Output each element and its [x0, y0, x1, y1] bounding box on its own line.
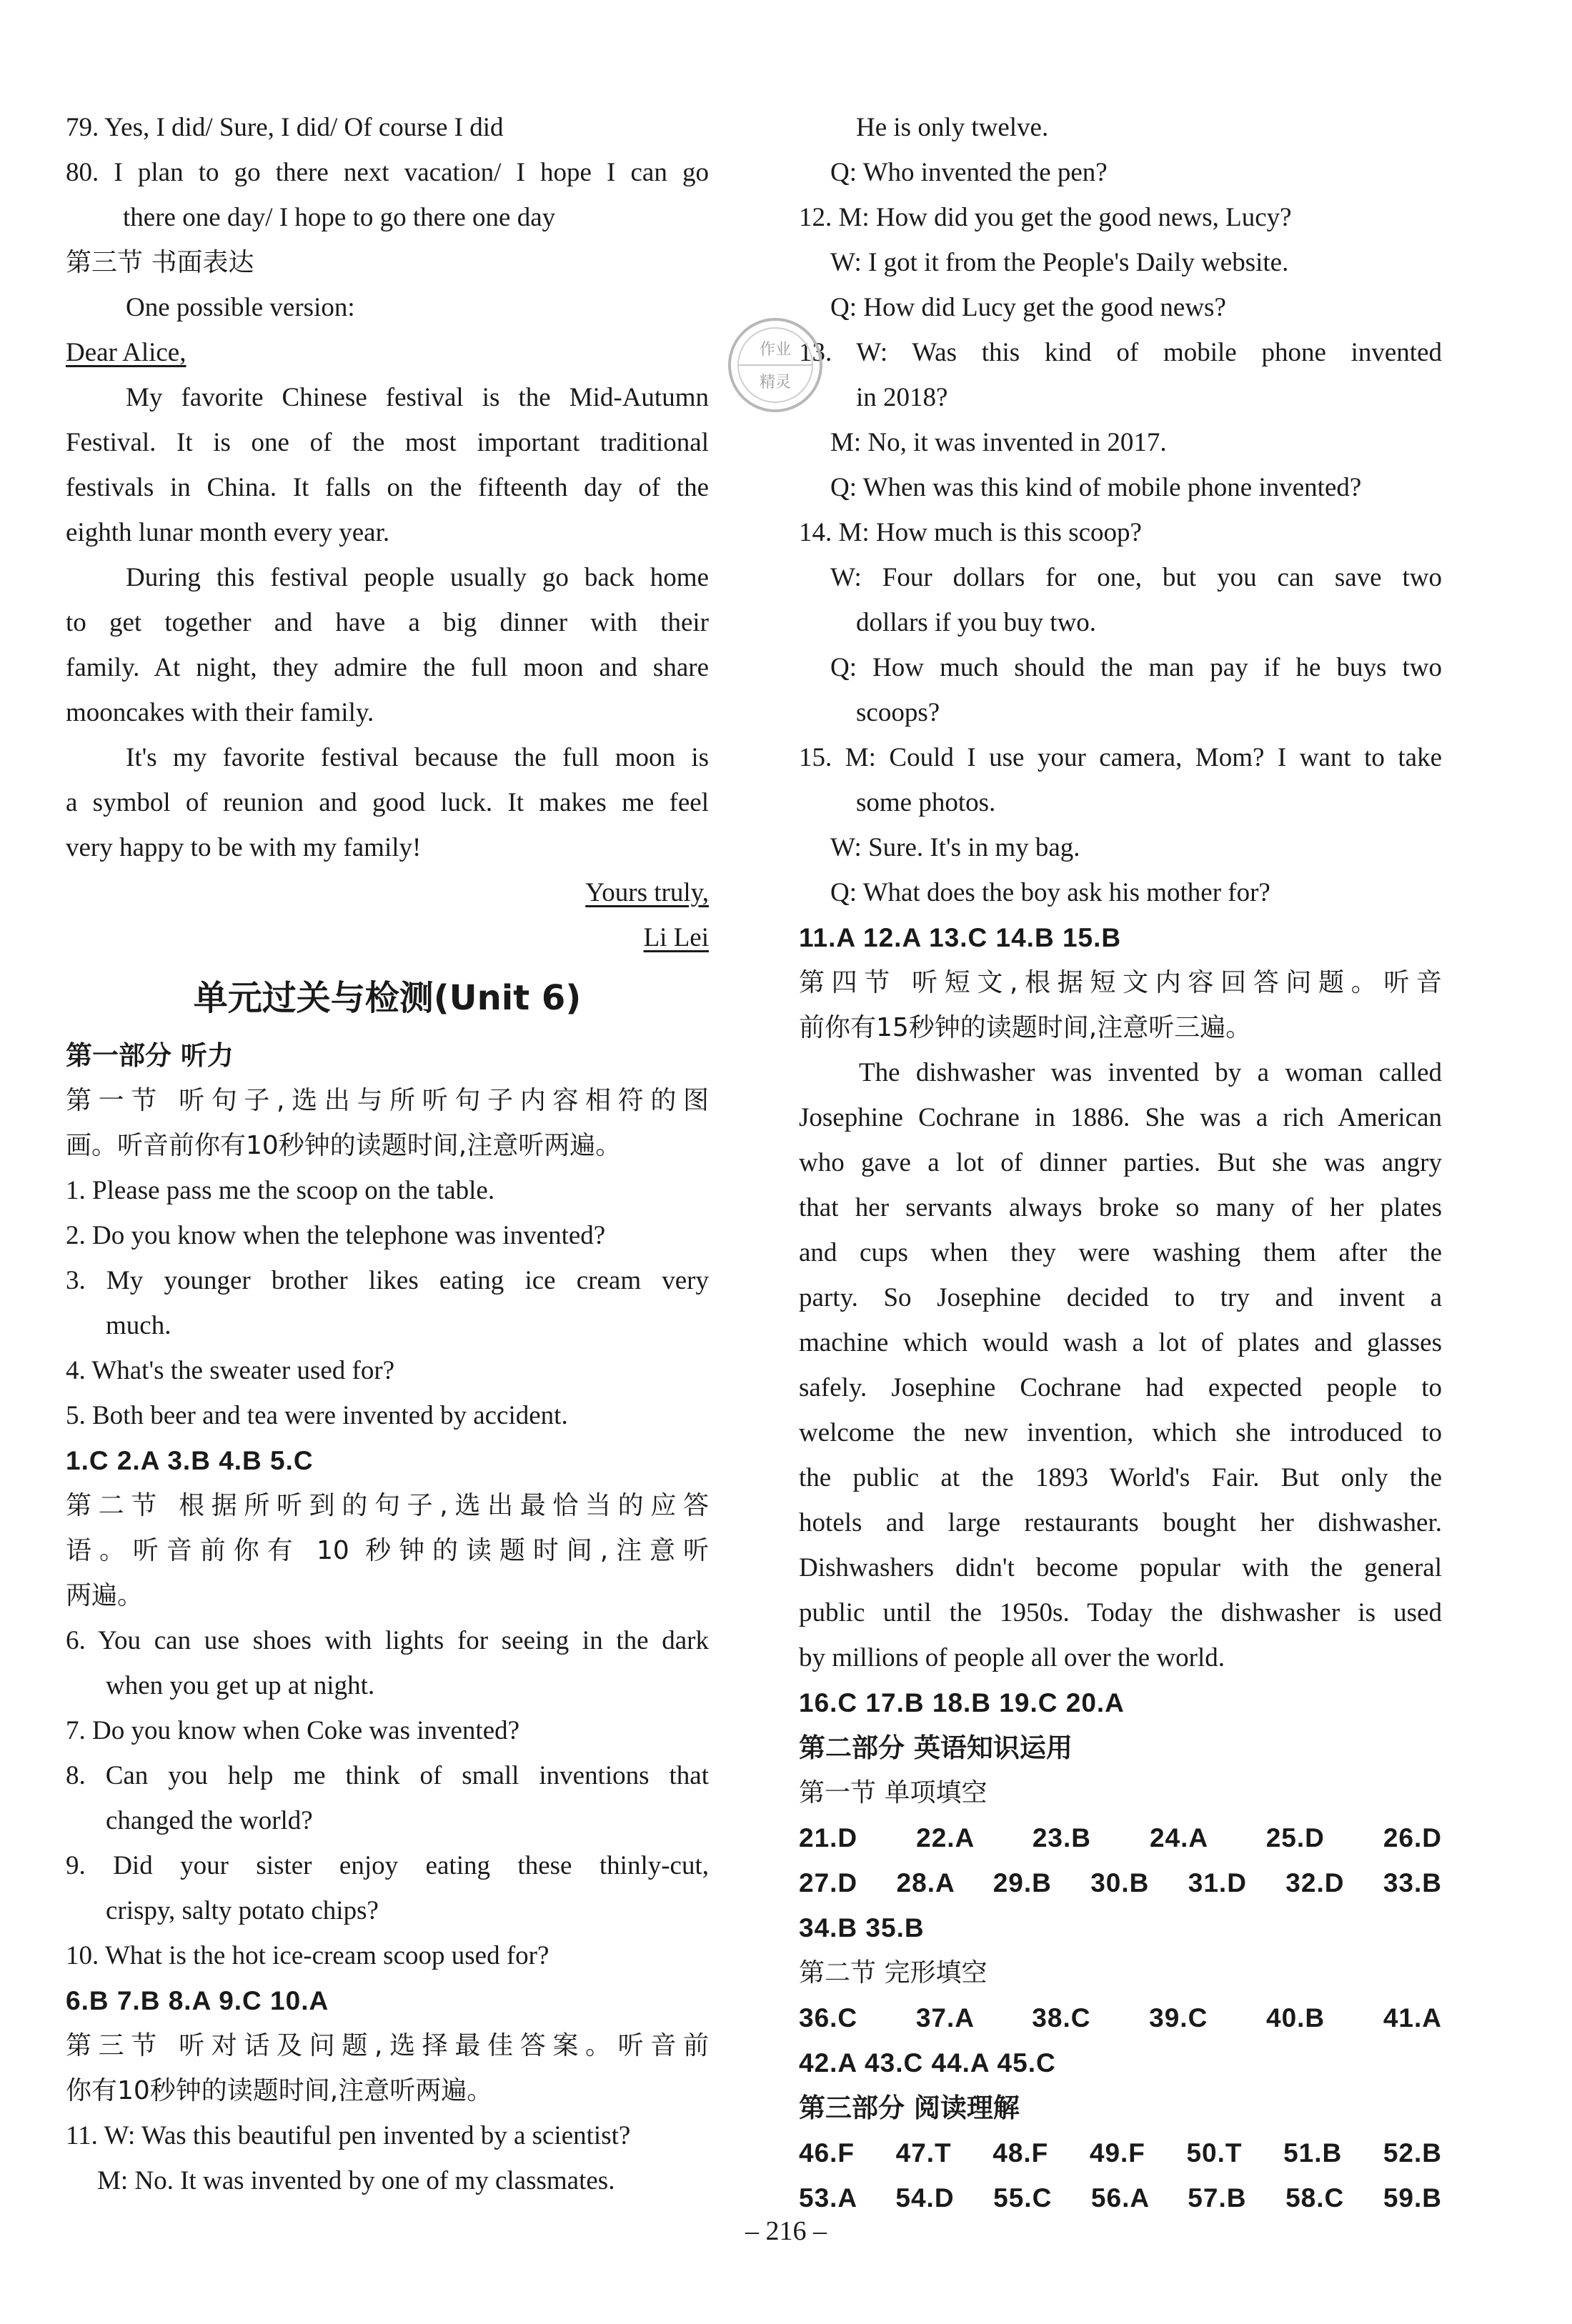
right-line: W: I got it from the People's Daily website.	[830, 248, 1289, 277]
right-line: M: No, it was invented in 2017.	[830, 428, 1167, 457]
right-line: 42.A 43.C 44.A 45.C	[799, 2048, 1056, 2078]
right-line: Q: How did Lucy get the good news?	[830, 293, 1226, 322]
left-line: M: No. It was invented by one of my classmates.	[97, 2166, 615, 2195]
right-line: and cups when they were washing them after the	[799, 1238, 1442, 1267]
right-line: Q: Who invented the pen?	[830, 158, 1108, 187]
right-line: 第三部分 阅读理解	[799, 2093, 1020, 2123]
left-line: One possible version:	[126, 293, 355, 322]
right-line: scoops?	[856, 698, 940, 727]
left-line: Festival. It is one of the most important traditional	[66, 428, 709, 457]
right-line: 第四节 听短文,根据短文内容回答问题。听音	[799, 968, 1442, 997]
right-line: 11.A 12.A 13.C 14.B 15.B	[799, 923, 1122, 952]
right-line: 13. W: Was this kind of mobile phone invented	[799, 338, 1442, 367]
left-line: much.	[106, 1311, 171, 1340]
left-line: 第三节 书面表达	[66, 248, 254, 277]
signature-text: Yours truly,	[585, 878, 709, 907]
right-line: 12. M: How did you get the good news, Lucy?	[799, 203, 1292, 232]
right-line: who gave a lot of dinner parties. But she was angry	[799, 1148, 1442, 1177]
left-line: changed the world?	[106, 1806, 313, 1835]
left-line: there one day/ I hope to go there one day	[123, 203, 556, 232]
stamp-top-text: 作业	[759, 341, 792, 359]
left-line: very happy to be with my family!	[66, 833, 422, 862]
right-column	[799, 105, 1442, 2220]
left-line: 两遍。	[66, 1581, 144, 1610]
right-line: W: Sure. It's in my bag.	[830, 833, 1080, 862]
right-line: public until the 1950s. Today the dishwasher is used	[799, 1598, 1442, 1627]
left-line: 1.C 2.A 3.B 4.B 5.C	[66, 1446, 314, 1475]
right-line: dollars if you buy two.	[856, 608, 1097, 637]
left-line: 单元过关与检测(Unit 6)	[193, 978, 582, 1018]
left-line: My favorite Chinese festival is the Mid-Autumn	[126, 383, 709, 412]
left-line: 画。听音前你有10秒钟的读题时间,注意听两遍。	[66, 1131, 622, 1160]
page-number: – 216 –	[745, 2216, 827, 2246]
left-line: Dear Alice,	[66, 338, 186, 367]
right-line: 34.B 35.B	[799, 1913, 925, 1943]
right-line: 前你有15秒钟的读题时间,注意听三遍。	[799, 1013, 1252, 1042]
right-line: party. So Josephine decided to try and invent a	[799, 1283, 1442, 1312]
right-line: 16.C 17.B 18.B 19.C 20.A	[799, 1688, 1125, 1717]
left-line: 8. Can you help me think of small inventions that	[66, 1761, 709, 1790]
left-line: 1. Please pass me the scoop on the table.	[66, 1176, 495, 1205]
left-line: 6.B 7.B 8.A 9.C 10.A	[66, 1986, 329, 2015]
left-line: when you get up at night.	[106, 1671, 375, 1700]
left-line: crispy, salty potato chips?	[106, 1896, 379, 1925]
right-line: Josephine Cochrane in 1886. She was a rich American	[799, 1103, 1442, 1132]
right-line: Q: What does the boy ask his mother for?	[830, 878, 1270, 907]
right-line: safely. Josephine Cochrane had expected people to	[799, 1373, 1442, 1402]
right-line: 第二节 完形填空	[799, 1958, 988, 1988]
right-line: 27.D 28.A 29.B 30.B 31.D 32.D 33.B	[799, 1868, 1442, 1897]
right-line: hotels and large restaurants bought her dishwasher.	[799, 1508, 1442, 1537]
left-line: 11. W: Was this beautiful pen invented by a scientist?	[66, 2121, 631, 2150]
left-line: 3. My younger brother likes eating ice cream very	[66, 1266, 709, 1295]
left-line: 9. Did your sister enjoy eating these thinly-cut,	[66, 1851, 709, 1880]
left-line: 2. Do you know when the telephone was invented?	[66, 1221, 606, 1250]
left-line: 6. You can use shoes with lights for seeing in the dark	[66, 1626, 709, 1655]
right-line: Q: How much should the man pay if he buys two	[830, 653, 1442, 682]
left-line: mooncakes with their family.	[66, 698, 374, 727]
left-line: 语。听音前你有 10 秒钟的读题时间,注意听	[66, 1536, 709, 1565]
right-line: 第一节 单项填空	[799, 1778, 988, 1807]
left-line: 第一节 听句子,选出与所听句子内容相符的图	[66, 1086, 709, 1115]
left-line: festivals in China. It falls on the fifteenth day of the	[66, 473, 709, 502]
right-line: welcome the new invention, which she introduced to	[799, 1418, 1442, 1447]
right-line: 15. M: Could I use your camera, Mom? I want to take	[799, 743, 1442, 772]
left-line: 第一部分 听力	[66, 1040, 234, 1071]
left-line: 第三节 听对话及问题,选择最佳答案。听音前	[66, 2031, 709, 2060]
right-line: by millions of people all over the world.	[799, 1643, 1225, 1672]
left-line: 5. Both beer and tea were invented by accident.	[66, 1401, 568, 1430]
right-line: 53.A 54.D 55.C 56.A 57.B 58.C 59.B	[799, 2183, 1442, 2213]
left-line: It's my favorite festival because the full moon is	[126, 743, 709, 772]
left-column	[66, 105, 709, 2203]
left-line	[66, 870, 709, 915]
left-line: 第二节 根据所听到的句子,选出最恰当的应答	[66, 1491, 709, 1520]
right-line: 第二部分 英语知识运用	[799, 1732, 1073, 1763]
signature-text: Li Lei	[643, 923, 709, 952]
right-line: He is only twelve.	[856, 113, 1049, 142]
right-line: in 2018?	[856, 383, 948, 412]
right-line: machine which would wash a lot of plates and glasses	[799, 1328, 1442, 1357]
left-line	[66, 915, 709, 960]
left-line: to get together and have a big dinner with their	[66, 608, 709, 637]
left-line: 80. I plan to go there next vacation/ I hope I can go	[66, 158, 709, 187]
left-line: 10. What is the hot ice-cream scoop used for?	[66, 1941, 549, 1970]
left-line: a symbol of reunion and good luck. It makes me feel	[66, 788, 709, 817]
stamp-bottom-text: 精灵	[759, 374, 792, 392]
left-line: During this festival people usually go back home	[126, 563, 709, 592]
left-line: 你有10秒钟的读题时间,注意听两遍。	[66, 2076, 493, 2105]
left-line: eighth lunar month every year.	[66, 518, 390, 547]
right-line: that her servants always broke so many of her plates	[799, 1193, 1442, 1222]
left-line: 4. What's the sweater used for?	[66, 1356, 395, 1385]
right-line: W: Four dollars for one, but you can save two	[830, 563, 1442, 592]
right-line: the public at the 1893 World's Fair. But only the	[799, 1463, 1442, 1492]
left-line: 79. Yes, I did/ Sure, I did/ Of course I did	[66, 113, 504, 142]
right-line: 21.D 22.A 23.B 24.A 25.D 26.D	[799, 1823, 1442, 1852]
right-line: Dishwashers didn't become popular with the general	[799, 1553, 1442, 1582]
right-line: 14. M: How much is this scoop?	[799, 518, 1142, 547]
left-line: 7. Do you know when Coke was invented?	[66, 1716, 520, 1745]
left-line: family. At night, they admire the full moon and share	[66, 653, 709, 682]
right-line: 46.F 47.T 48.F 49.F 50.T 51.B 52.B	[799, 2138, 1442, 2168]
right-line: some photos.	[856, 788, 996, 817]
watermark-stamp-icon	[723, 313, 827, 417]
right-line: The dishwasher was invented by a woman called	[859, 1058, 1442, 1087]
right-line: Q: When was this kind of mobile phone invented?	[830, 473, 1362, 502]
right-line: 36.C 37.A 38.C 39.C 40.B 41.A	[799, 2003, 1442, 2033]
